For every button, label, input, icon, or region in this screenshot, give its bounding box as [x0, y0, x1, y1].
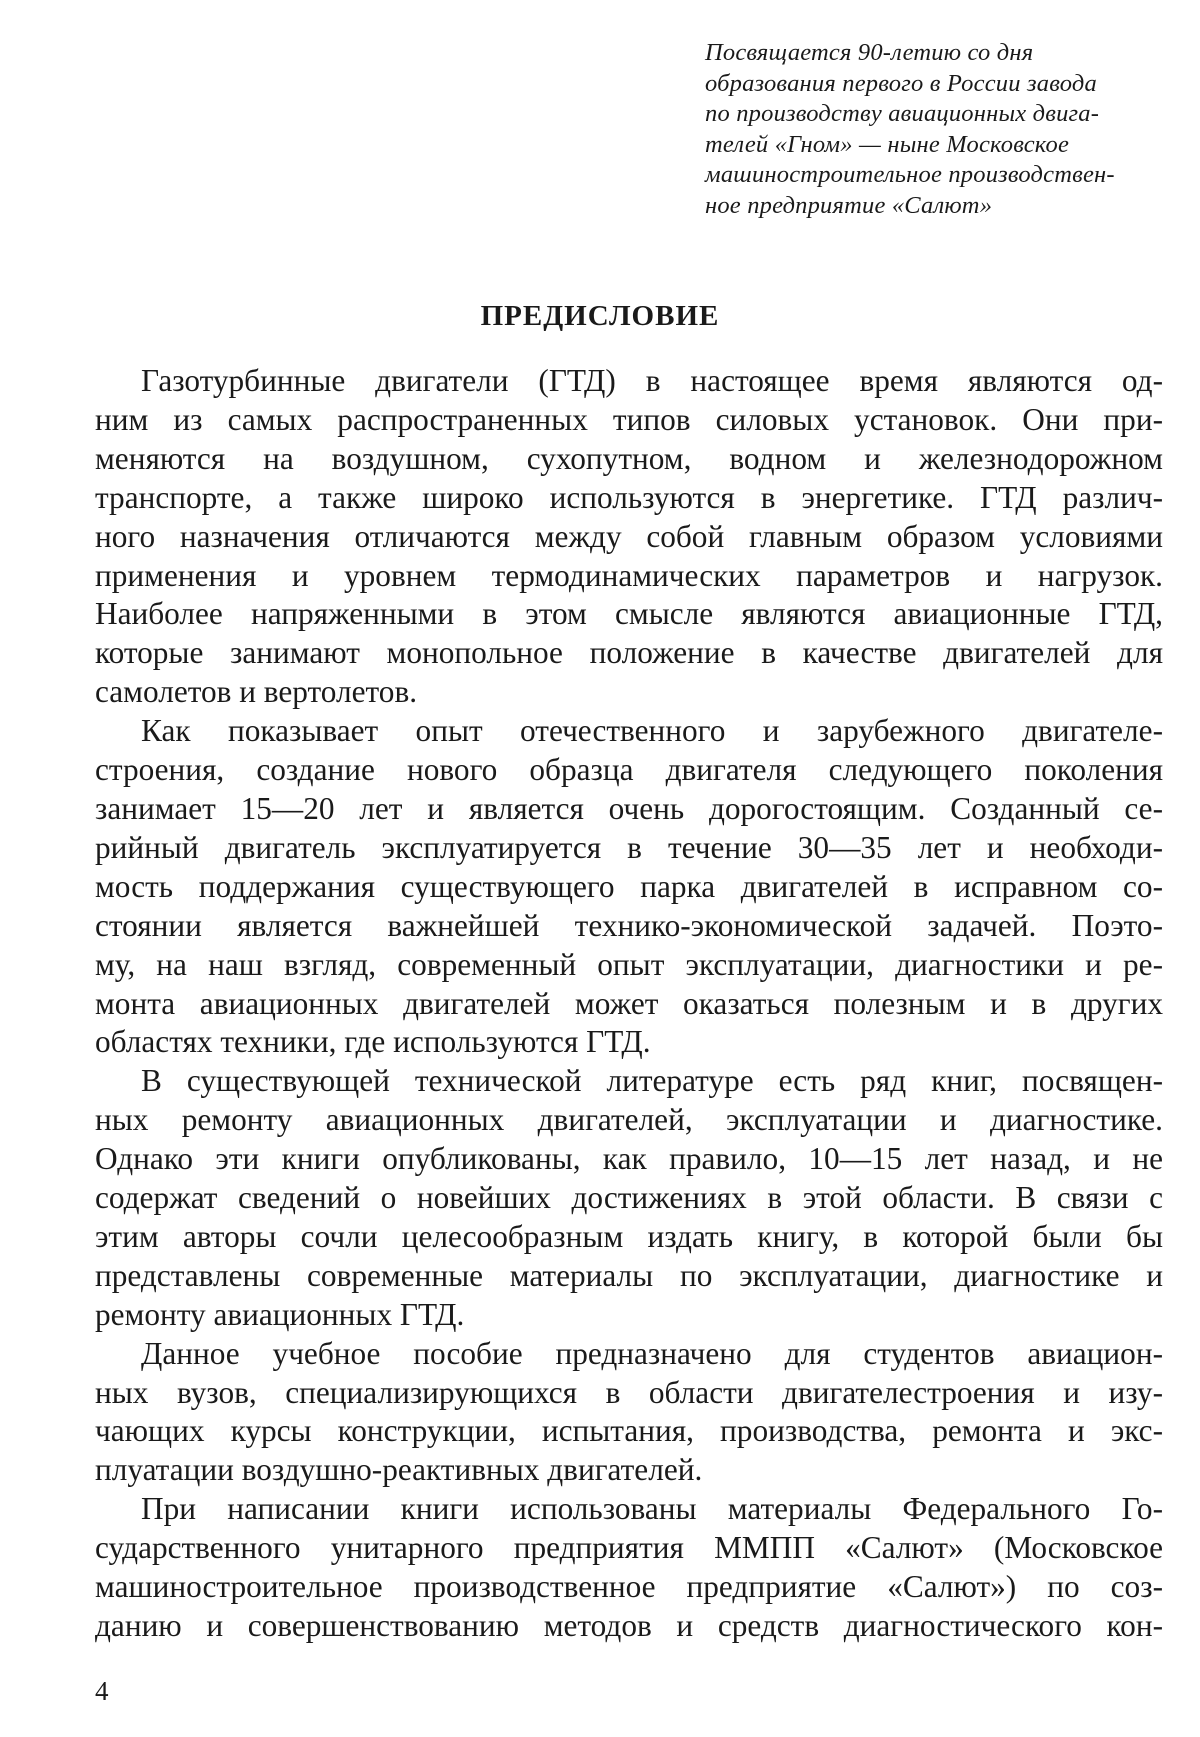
text-line: Наиболее напряженными в этом смысле являются авиационные ГТД,: [95, 596, 1163, 632]
dedication-line: Посвящается 90-летию со дня: [705, 39, 1034, 66]
text-line: ных ремонту авиационных двигателей, эксплуатации и диагностике.: [95, 1102, 1163, 1138]
text-line: меняются на воздушном, сухопутном, водном и железнодорожном: [95, 440, 1163, 476]
body-text: [95, 362, 1163, 1646]
page-number: 4: [95, 1676, 109, 1706]
text-line: ных вузов, специализирующихся в области двигателестроения и изу-: [95, 1374, 1163, 1410]
dedication-epigraph: [705, 38, 1163, 221]
text-line: В существующей технической литературе есть ряд книг, посвящен-: [141, 1063, 1163, 1099]
paragraph-2: [95, 712, 1163, 1062]
text-line: Газотурбинные двигатели (ГТД) в настоящее время являются од-: [141, 363, 1163, 398]
text-line: рийный двигатель эксплуатируется в течение 30—35 лет и необходи-: [95, 829, 1163, 865]
text-line: му, на наш взгляд, современный опыт эксплуатации, диагностики и ре-: [95, 946, 1163, 982]
text-line: областях техники, где используются ГТД.: [95, 1024, 651, 1060]
text-line: ремонту авиационных ГТД.: [95, 1296, 465, 1332]
text-line: плуатации воздушно-реактивных двигателей.: [95, 1452, 703, 1488]
paragraph-3: [95, 1062, 1163, 1334]
text-line: Как показывает опыт отечественного и зарубежного двигателе-: [141, 713, 1163, 749]
text-line: самолетов и вертолетов.: [95, 674, 418, 710]
dedication-line: машиностроительное производствен-: [705, 161, 1115, 188]
paragraph-5: [95, 1490, 1163, 1646]
text-line: данию и совершенствованию методов и средств диагностического кон-: [95, 1608, 1163, 1643]
text-line: чающих курсы конструкции, испытания, производства, ремонта и экс-: [95, 1413, 1163, 1449]
dedication-line: по производству авиационных двига-: [705, 100, 1100, 127]
text-line: транспорте, а также широко используются в энергетике. ГТД различ-: [95, 479, 1163, 515]
text-line: строения, создание нового образца двигателя следующего поколения: [95, 752, 1163, 788]
text-line: представлены современные материалы по эксплуатации, диагностике и: [95, 1257, 1163, 1293]
dedication-line: телей «Гном» — ныне Московское: [705, 130, 1070, 158]
text-line: Однако эти книги опубликованы, как правило, 10—15 лет назад, и не: [95, 1141, 1163, 1177]
paragraph-4: [95, 1335, 1163, 1491]
text-line: ним из самых распространенных типов силовых установок. Они при-: [95, 401, 1163, 437]
text-line: этим авторы сочли целесообразным издать книгу, в которой были бы: [95, 1218, 1163, 1254]
text-line: машиностроительное производственное предприятие «Салют») по соз-: [95, 1569, 1163, 1605]
text-line: При написании книги использованы материалы Федерального Го-: [141, 1491, 1163, 1527]
text-line: занимает 15—20 лет и является очень дорогостоящим. Созданный се-: [95, 790, 1163, 826]
text-line: Данное учебное пособие предназначено для студентов авиацион-: [141, 1335, 1163, 1371]
text-line: мость поддержания существующего парка двигателей в исправном со-: [95, 868, 1163, 904]
section-heading: ПРЕДИСЛОВИЕ: [480, 300, 720, 332]
text-line: применения и уровнем термодинамических параметров и нагрузок.: [95, 557, 1163, 593]
paragraph-1: [95, 362, 1163, 712]
dedication-line: ное предприятие «Салют»: [705, 191, 993, 219]
text-line: содержат сведений о новейших достижениях в этой области. В связи с: [95, 1180, 1163, 1216]
text-line: ного назначения отличаются между собой главным образом условиями: [95, 518, 1163, 554]
text-line: которые занимают монопольное положение в качестве двигателей для: [95, 635, 1163, 671]
dedication-line: образования первого в России завода: [705, 69, 1097, 97]
text-line: монта авиационных двигателей может оказаться полезным и в других: [95, 985, 1163, 1021]
text-line: сударственного унитарного предприятия ММПП «Салют» (Московское: [95, 1530, 1163, 1566]
text-line: стоянии является важнейшей технико-экономической задачей. Поэто-: [95, 907, 1163, 943]
